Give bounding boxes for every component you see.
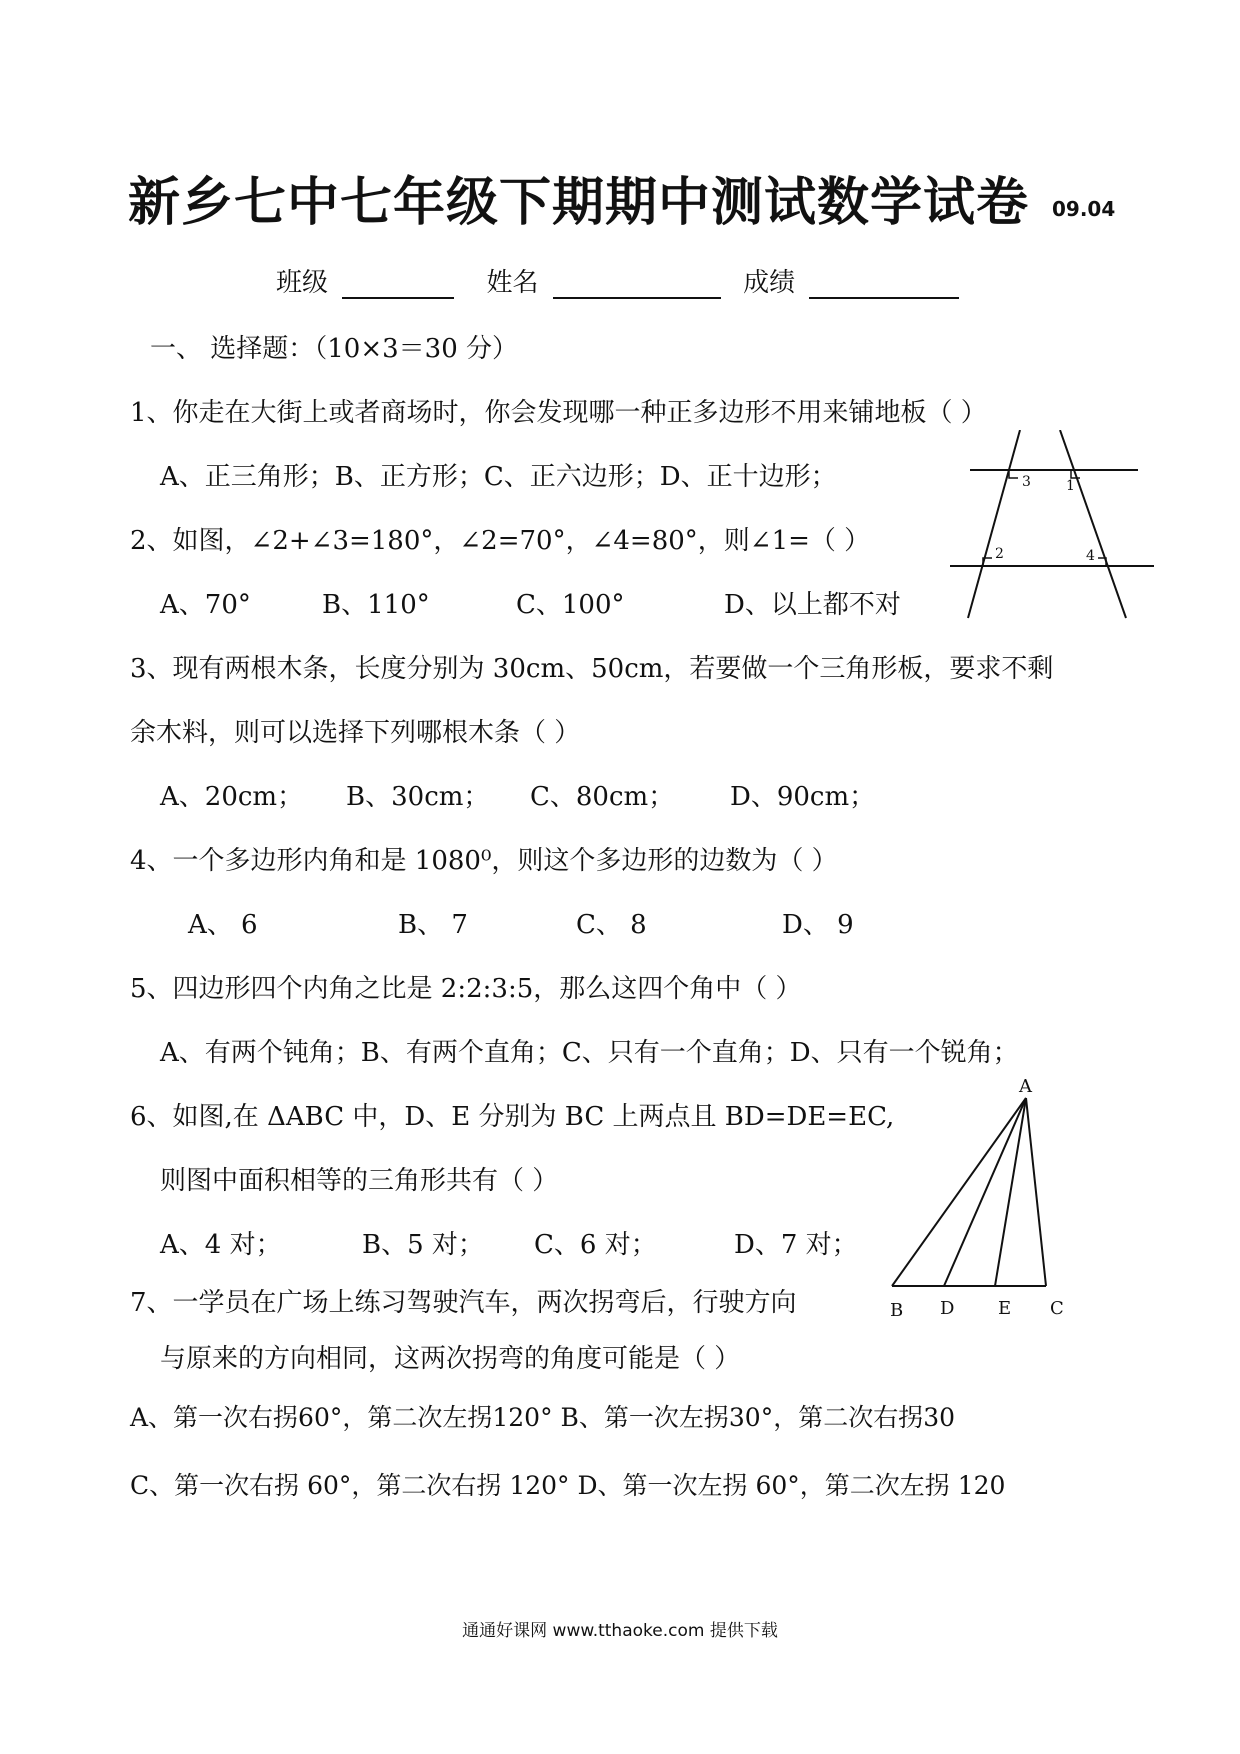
question-6-stem-continued: 则图中面积相等的三角形共有（ ）	[160, 1166, 559, 1196]
question-4-option-b: B、 7	[398, 910, 468, 940]
section-title: 一、 选择题：（10×3＝30 分）	[150, 334, 519, 364]
point-label-e: E	[998, 1298, 1012, 1319]
question-7-stem-continued: 与原来的方向相同，这两次拐弯的角度可能是（ ）	[160, 1344, 741, 1374]
side-ac	[1026, 1098, 1046, 1286]
question-6-option-b: B、5 对；	[362, 1230, 484, 1260]
question-7-options-cd: C、第一次右拐 60°，第二次右拐 120° D、第一次左拐 60°，第二次左拐 120	[130, 1471, 1006, 1500]
question-4-option-d: D、 9	[782, 910, 854, 940]
class-blank[interactable]	[342, 271, 454, 299]
angle-label-3: 3	[1022, 474, 1031, 490]
point-label-d: D	[940, 1298, 955, 1319]
question-2-option-a: A、70°	[160, 590, 251, 620]
vertex-label-c: C	[1050, 1298, 1064, 1319]
angle-label-4: 4	[1086, 548, 1095, 564]
question-1-options: A、正三角形；B、正方形；C、正六边形；D、正十边形；	[160, 462, 837, 492]
question-4-stem: 4、一个多边形内角和是 1080⁰，则这个多边形的边数为（ ）	[130, 846, 838, 876]
page-title: 新乡七中七年级下期期中测试数学试卷	[128, 173, 1030, 233]
left-transversal	[968, 430, 1020, 618]
question-6-option-a: A、4 对；	[160, 1230, 282, 1260]
segment-ad	[944, 1098, 1026, 1286]
question-5-stem: 5、四边形四个内角之比是 2:2:3:5，那么这四个角中（ ）	[130, 974, 802, 1004]
student-info-row	[276, 262, 965, 299]
name-blank[interactable]	[553, 271, 721, 299]
vertex-label-a: A	[1019, 1076, 1032, 1097]
footer-source: 通通好课网 www.tthaoke.com 提供下载	[462, 1621, 778, 1641]
question-5-options: A、有两个钝角；B、有两个直角；C、只有一个直角；D、只有一个锐角；	[160, 1038, 1019, 1068]
segment-ae	[995, 1098, 1026, 1286]
question-7-options-ab: A、第一次右拐60°，第二次左拐120° B、第一次左拐30°，第二次右拐30	[130, 1403, 956, 1432]
question-6-stem: 6、如图,在 ΔABC 中，D、E 分别为 BC 上两点且 BD=DE=EC,	[130, 1102, 895, 1132]
question-2-option-d: D、以上都不对	[724, 590, 901, 620]
score-label: 成绩	[743, 268, 796, 298]
class-label: 班级	[276, 268, 329, 298]
question-3-option-c: C、80cm；	[530, 782, 675, 812]
question-2-stem: 2、如图，∠2+∠3=180°，∠2=70°，∠4=80°，则∠1=（ ）	[130, 526, 871, 556]
score-blank[interactable]	[809, 271, 959, 299]
question-6-option-c: C、6 对；	[534, 1230, 657, 1260]
question-4-option-c: C、 8	[576, 910, 647, 940]
side-ab	[892, 1098, 1026, 1286]
question-7-stem: 7、一学员在广场上练习驾驶汽车，两次拐弯后，行驶方向	[130, 1288, 797, 1318]
name-label: 姓名	[486, 268, 539, 298]
question-6-option-d: D、7 对；	[734, 1230, 858, 1260]
figure-parallel-lines	[940, 430, 1170, 620]
question-4-option-a: A、 6	[188, 910, 258, 940]
question-3-option-d: D、90cm；	[730, 782, 876, 812]
right-angle-mark-3	[1009, 470, 1018, 478]
figure-triangle-abc	[880, 1060, 1100, 1320]
question-3-option-b: B、30cm；	[346, 782, 490, 812]
exam-date: 09.04	[1052, 197, 1116, 221]
angle-label-1: 1	[1066, 478, 1075, 494]
question-2-option-c: C、100°	[516, 590, 625, 620]
vertex-label-b: B	[890, 1300, 904, 1320]
right-transversal	[1060, 430, 1126, 618]
question-2-option-b: B、110°	[322, 590, 430, 620]
question-3-option-a: A、20cm；	[160, 782, 304, 812]
angle-label-2: 2	[995, 546, 1004, 562]
question-3-stem: 3、现有两根木条，长度分别为 30cm、50cm，若要做一个三角形板，要求不剩	[130, 654, 1054, 684]
question-1-stem: 1、你走在大街上或者商场时，你会发现哪一种正多边形不用来铺地板（ ）	[130, 398, 987, 428]
question-3-stem-continued: 余木料，则可以选择下列哪根木条（ ）	[130, 718, 581, 748]
